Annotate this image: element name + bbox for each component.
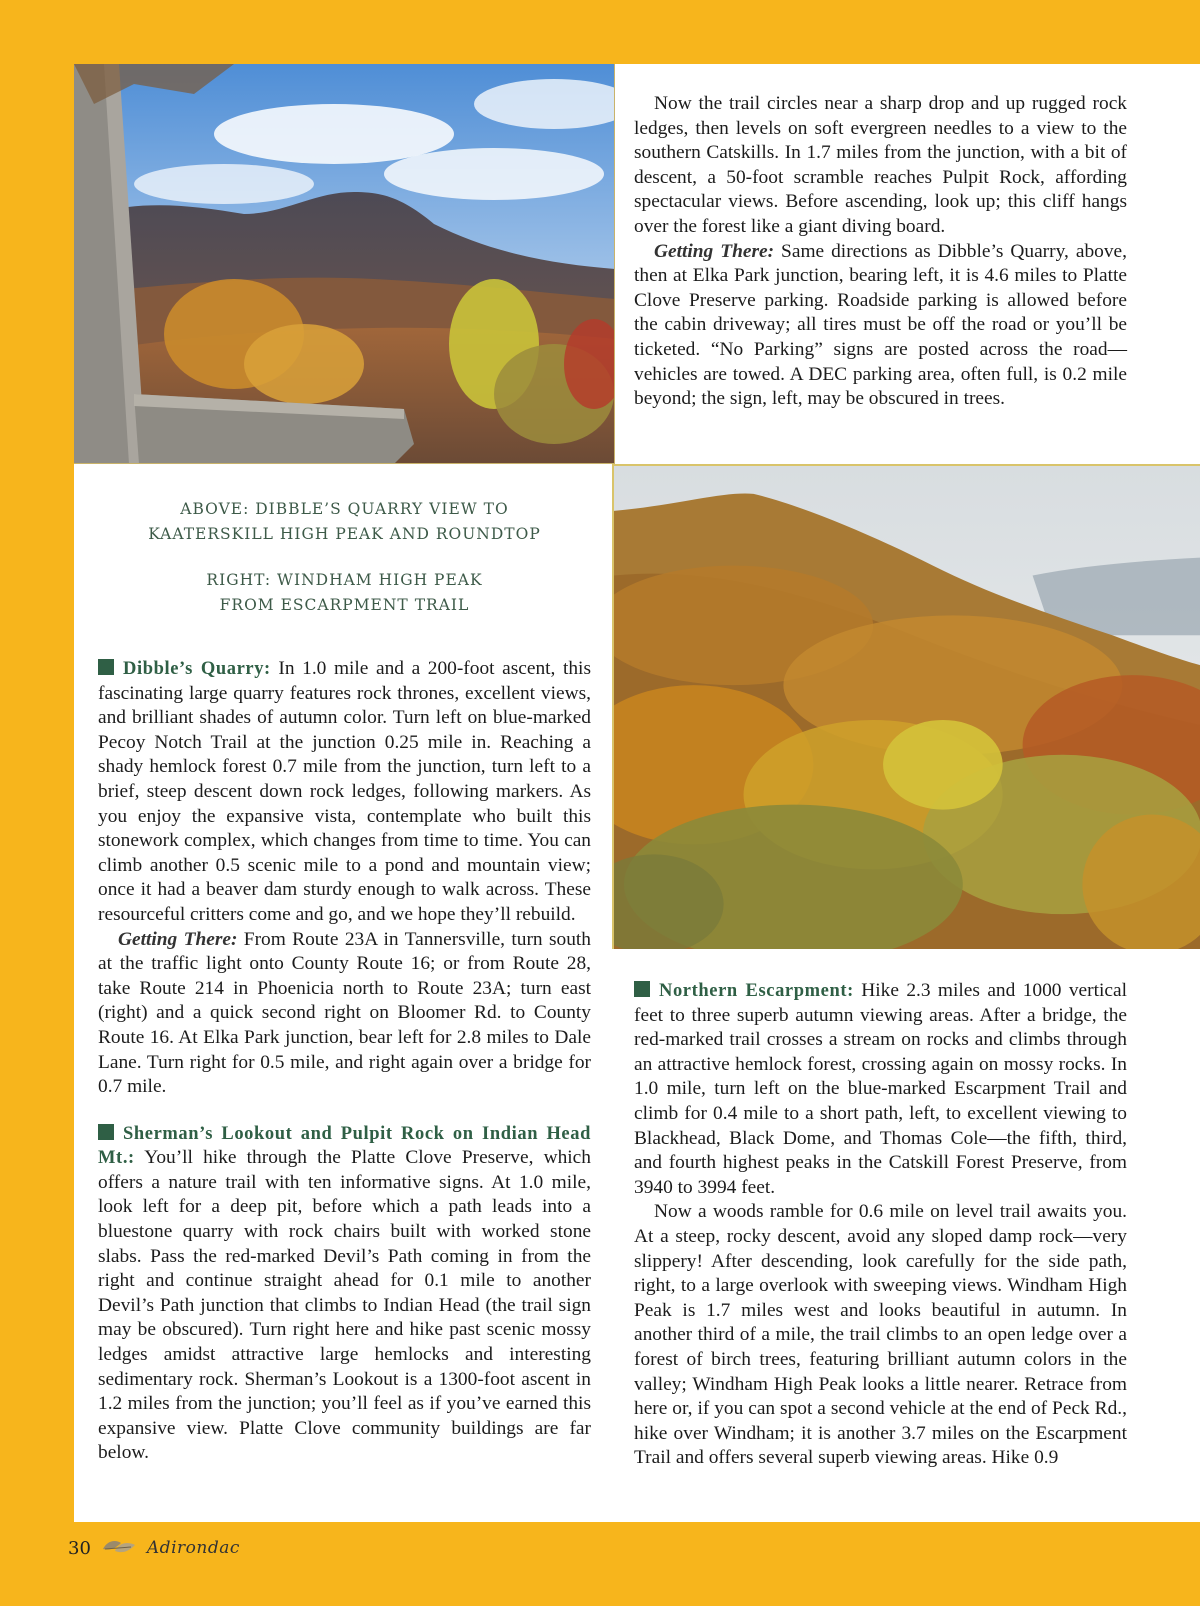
photo-divider-horizontal <box>74 463 615 464</box>
getting-there-label: Getting There: <box>118 928 238 950</box>
dibbles-quarry-paragraph <box>98 657 591 928</box>
dibbles-quarry-text: In 1.0 mile and a 200-foot ascent, this fascinating large quarry features rock thrones, excellent views, and brilliant shades of autumn color. Turn left on blue-marked Pecoy Notch Trail at the junction 0.25 mile in. Reaching a shady hemlock forest 0.7 mile from the junction, turn left to a brief, steep descent down rock ledges, following markers. As you enjoy the expansive vista, contemplate who built this stonework complex, which changes from time to time. You can climb another 0.5 scenic mile to a pond and mountain view; once it had a beaver dam sturdy enough to walk across. These resourceful critters come and go, and we hope they’ll rebuild. <box>98 658 591 925</box>
getting-there-paragraph-platte <box>634 240 1127 412</box>
photo-divider-vertical <box>614 64 615 464</box>
windham-high-peak-photo <box>612 464 1200 949</box>
getting-there-text: Same directions as Dibble’s Quarry, above, then at Elka Park junction, bearing left, it is 4.6 miles to Platte Clove Preserve parking. Roadside parking is allowed before the cabin driveway; all tires must be off the road or you’ll be ticketed. “No Parking” signs are posted across the road—vehicles are towed. A DEC parking area, often full, is 0.2 mile beyond; the sign, left, may be obscured in trees. <box>634 240 1127 410</box>
northern-escarpment-heading: Northern Escarpment: <box>659 981 854 1001</box>
right-top-column <box>634 92 1127 412</box>
northern-escarpment-text: Hike 2.3 miles and 1000 vertical feet to three superb autumn viewing areas. After a bridge, the red-marked trail crosses a stream on rocks and climbs through an attractive hemlock forest, crossing again on mossy rocks. In 1.0 mile, turn left on the blue-marked Escarpment Trail and climb for 0.4 mile to a short path, left, to excellent viewing to Blackhead, Black Dome, and Thomas Cole—the fifth, third, and fourth highest peaks in the Catskill Forest Preserve, from 3940 to 3994 feet. <box>634 980 1127 1198</box>
caption-line-4: FROM ESCARPMENT TRAIL <box>219 596 470 614</box>
right-bottom-column <box>634 979 1127 1471</box>
shermans-lookout-text: You’ll hike through the Platte Clove Preserve, which offers a nature trail with ten informative signs. At 1.0 mile, look left for a deep pit, before which a path leads into a bluestone quarry with rock chairs built with worked stone slabs. Pass the red-marked Devil’s Path coming in from the right and continue straight ahead for 0.1 mile to another Devil’s Path junction that climbs to Indian Head (the trail sign may be obscured). Turn right here and hike past scenic mossy ledges amidst attractive large hemlocks and interesting sedimentary rock. Sherman’s Lookout is a 1300-foot ascent in 1.2 miles from the junction; you’ll feel as if you’ve earned this expansive view. Platte Clove community buildings are far below. <box>98 1147 591 1464</box>
pulpit-rock-paragraph: Now the trail circles near a sharp drop and up rugged rock ledges, then levels on soft evergreen needles to a view to the southern Catskills. In 1.7 miles from the junction, with a bit of descent, a 50-foot scramble reaches Pulpit Rock, affording spectacular views. Before ascending, look up; this cliff hangs over the forest like a giant diving board. <box>634 93 1127 237</box>
caption-line-2: KAATERSKILL HIGH PEAK AND ROUNDTOP <box>148 525 541 543</box>
caption-above <box>74 497 615 547</box>
page-number: 30 <box>68 1537 91 1559</box>
caption-line-1: ABOVE: DIBBLE’S QUARRY VIEW TO <box>180 500 509 518</box>
section-bullet-icon <box>98 1124 114 1140</box>
shermans-lookout-heading: Sherman’s Lookout and Pulpit Rock on Indian Head Mt.: <box>98 1123 591 1169</box>
shermans-lookout-paragraph <box>98 1122 591 1466</box>
getting-there-paragraph-dibble <box>98 928 591 1100</box>
section-bullet-icon <box>98 659 114 675</box>
left-column <box>98 657 591 1466</box>
leaf-logo-icon <box>101 1535 137 1561</box>
caption-line-3: RIGHT: WINDHAM HIGH PEAK <box>206 571 483 589</box>
getting-there-label: Getting There: <box>654 240 775 262</box>
page-footer <box>68 1533 240 1563</box>
section-bullet-icon <box>634 981 650 997</box>
dibbles-quarry-photo <box>74 64 615 464</box>
woods-ramble-paragraph: Now a woods ramble for 0.6 mile on level trail awaits you. At a steep, rocky descent, avoid any sloped damp rock—very slippery! After descending, look carefully for the side path, right, to a large overlook with sweeping views. Windham High Peak is 1.7 miles west and looks beautiful in autumn. In another third of a mile, the trail climbs to an open ledge over a forest of birch trees, featuring brilliant autumn colors in the valley; Windham High Peak looks a little nearer. Retrace from here or, if you can spot a second vehicle at the end of Peck Rd., hike over Windham; it is another 3.7 miles on the Escarpment Trail and offers several superb viewing areas. Hike 0.9 <box>634 1201 1127 1469</box>
magazine-name: Adirondac <box>146 1538 240 1558</box>
northern-escarpment-paragraph <box>634 979 1127 1200</box>
caption-right <box>74 568 615 618</box>
getting-there-text: From Route 23A in Tannersville, turn south at the traffic light onto County Route 16; or from Route 28, take Route 214 in Phoenicia north to Route 23A; turn east (right) and a quick second right on Bloomer Rd. to County Route 16. At Elka Park junction, bear left for 2.8 miles to Dale Lane. Turn right for 0.5 mile, and right again over a bridge for 0.7 mile. <box>98 928 591 1098</box>
dibbles-quarry-heading: Dibble’s Quarry: <box>123 659 271 679</box>
